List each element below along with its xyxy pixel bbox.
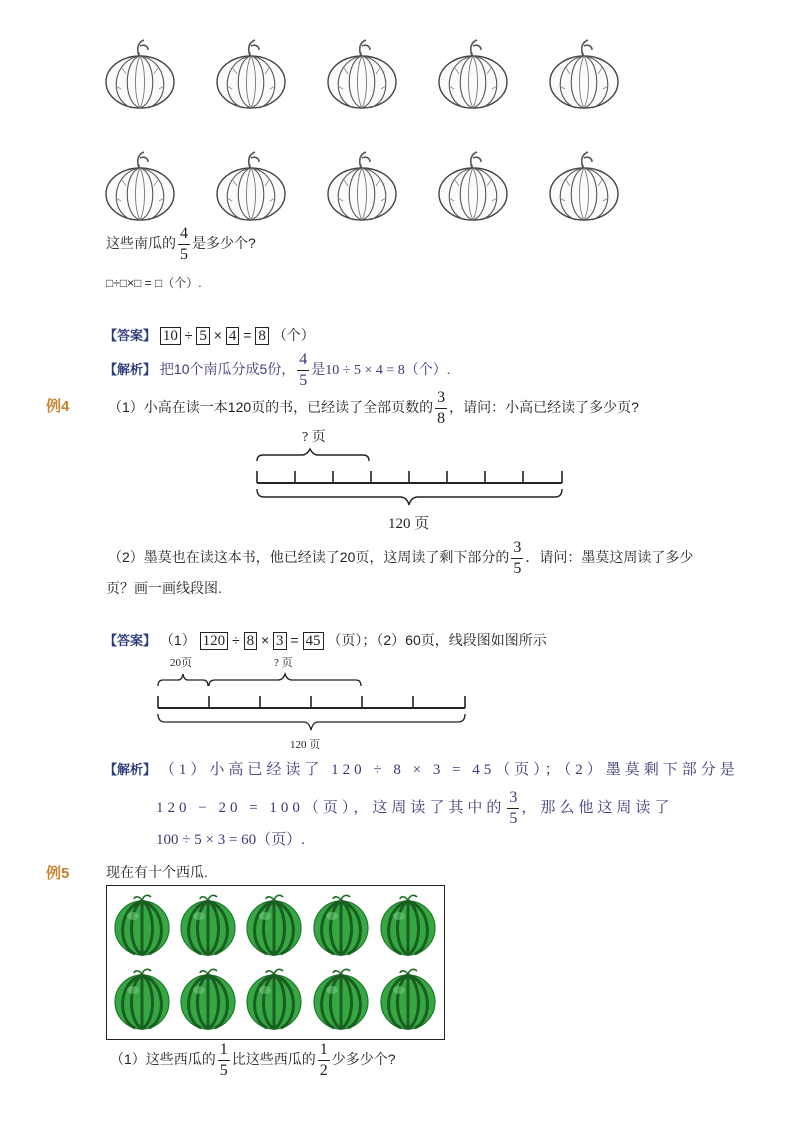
q3-question-text: 这些南瓜的 bbox=[106, 235, 176, 252]
example-label: 例5 bbox=[46, 865, 70, 882]
unit: （个） bbox=[272, 327, 315, 343]
ex4-analysis-line3: 100 ÷ 5 × 3 = 60（页）. bbox=[156, 832, 305, 848]
watermelon-icon bbox=[179, 968, 239, 1032]
example-label: 例4 bbox=[46, 398, 70, 415]
brace-mid bbox=[209, 674, 361, 686]
operator: ÷ bbox=[184, 327, 193, 343]
answer-box: 120 bbox=[200, 632, 229, 650]
watermelon-icon bbox=[245, 894, 305, 958]
operator: × bbox=[213, 327, 222, 343]
ex4-answer bbox=[104, 630, 547, 650]
ex4-part1-text: ，请问：小高已经读了多少页? bbox=[449, 399, 639, 416]
answer-box: 3 bbox=[273, 632, 287, 650]
diagram-label-bottom: 120 页 bbox=[388, 516, 430, 532]
q3-answer bbox=[104, 325, 315, 345]
brace-bottom bbox=[158, 714, 465, 730]
ex4-analysis-line2 bbox=[156, 790, 673, 827]
watermelon-icon bbox=[379, 894, 439, 958]
analysis-text: 120 − 20 = 100（页），这周读了其中的 bbox=[156, 800, 506, 817]
fraction: $\frac{3}{8}$ bbox=[437, 389, 446, 427]
watermelon-box bbox=[106, 885, 445, 1040]
ex5-intro: 现在有十个西瓜. bbox=[106, 864, 208, 880]
ex4-part2 bbox=[108, 540, 693, 577]
ex5-question-text: （1）这些西瓜的 bbox=[110, 1051, 216, 1068]
brace-top bbox=[257, 449, 369, 461]
diagram-label-top: ? 页 bbox=[302, 430, 326, 445]
ex5-question-text: 少多少个? bbox=[331, 1051, 396, 1068]
analysis-text: 是10 ÷ 5 × 4 = 8（个）. bbox=[311, 363, 451, 379]
q3-question bbox=[106, 226, 256, 263]
ex4-analysis bbox=[104, 758, 739, 779]
pumpkin-icon bbox=[104, 150, 178, 224]
analysis-text: ，那么他这周读了 bbox=[521, 800, 674, 817]
diagram-label-left: 20页 bbox=[170, 657, 192, 669]
diagram-label-mid: ? 页 bbox=[274, 657, 293, 669]
brace-left bbox=[158, 674, 208, 686]
analysis-text: 把10个南瓜分成5份， bbox=[159, 361, 296, 378]
segment-ticks bbox=[257, 471, 562, 483]
q3-question-text: 是多少个? bbox=[192, 235, 256, 252]
answer-box: 8 bbox=[255, 327, 269, 345]
pumpkin-icon bbox=[215, 38, 289, 112]
pumpkin-icon bbox=[548, 38, 622, 112]
fraction: $\frac{3}{5}$ bbox=[513, 539, 522, 577]
answer-tag: 【答案】 bbox=[104, 633, 157, 648]
fraction: $\frac{1}{5}$ bbox=[219, 1041, 228, 1079]
analysis-tag: 【解析】 bbox=[104, 362, 157, 378]
operator: × bbox=[260, 632, 270, 648]
q3-template: □÷□×□ = □（个）. bbox=[106, 276, 202, 290]
pumpkin-icon bbox=[437, 150, 511, 224]
analysis-text: （1）小高已经读了 120 ÷ 8 × 3 = 45（页）；（2）墨莫剩下部分是 bbox=[159, 762, 739, 778]
fraction: $\frac{4}{5}$ bbox=[299, 351, 308, 389]
pumpkin-icon bbox=[326, 38, 400, 112]
watermelon-icon bbox=[113, 894, 173, 958]
answer-tag: 【答案】 bbox=[104, 328, 157, 343]
watermelon-icon bbox=[312, 894, 372, 958]
ex4-part1-text: （1）小高在读一本120页的书，已经读了全部页数的 bbox=[108, 399, 434, 416]
watermelon-icon bbox=[379, 968, 439, 1032]
watermelon-icon bbox=[312, 968, 372, 1032]
answer-box: 8 bbox=[244, 632, 258, 650]
diagram-label-bottom: 120 页 bbox=[290, 739, 321, 751]
analysis-tag: 【解析】 bbox=[104, 762, 157, 777]
segment-ticks bbox=[158, 696, 465, 708]
pumpkin-icon bbox=[326, 150, 400, 224]
fraction: $\frac{4}{5}$ bbox=[180, 225, 188, 263]
pumpkin-icon bbox=[437, 38, 511, 112]
answer-text: （页）；（2）60页，线段图如图所示 bbox=[327, 632, 547, 648]
brace-bottom bbox=[257, 489, 562, 505]
ex4-part2-text: （2）墨莫也在读这本书，他已经读了20页，这周读了剩下部分的 bbox=[108, 549, 510, 566]
answer-box: 45 bbox=[303, 632, 324, 650]
answer-box: 4 bbox=[226, 327, 240, 345]
segment-diagram-2 bbox=[150, 652, 480, 752]
pumpkin-icon bbox=[548, 150, 622, 224]
ex5-question1 bbox=[110, 1042, 396, 1079]
watermelon-icon bbox=[245, 968, 305, 1032]
answer-part-label: （1） bbox=[159, 632, 196, 648]
fraction: $\frac{3}{5}$ bbox=[509, 789, 518, 827]
q3-analysis bbox=[104, 352, 450, 389]
operator: = bbox=[243, 327, 252, 343]
watermelon-icon bbox=[113, 968, 173, 1032]
ex5-question-text: 比这些西瓜的 bbox=[231, 1051, 316, 1068]
operator: ÷ bbox=[231, 632, 240, 648]
pumpkin-icon bbox=[215, 150, 289, 224]
watermelon-icon bbox=[179, 894, 239, 958]
answer-box: 5 bbox=[196, 327, 210, 345]
ex4-part2-line2: 页？画一画线段图. bbox=[106, 580, 222, 596]
operator: = bbox=[290, 632, 299, 648]
answer-box: 10 bbox=[160, 327, 181, 345]
segment-diagram-1 bbox=[250, 425, 570, 535]
pumpkin-icon bbox=[104, 38, 178, 112]
ex4-part2-text: ．请问：墨莫这周读了多少 bbox=[525, 549, 694, 566]
fraction: $\frac{1}{2}$ bbox=[319, 1041, 328, 1079]
ex4-part1 bbox=[108, 390, 639, 427]
